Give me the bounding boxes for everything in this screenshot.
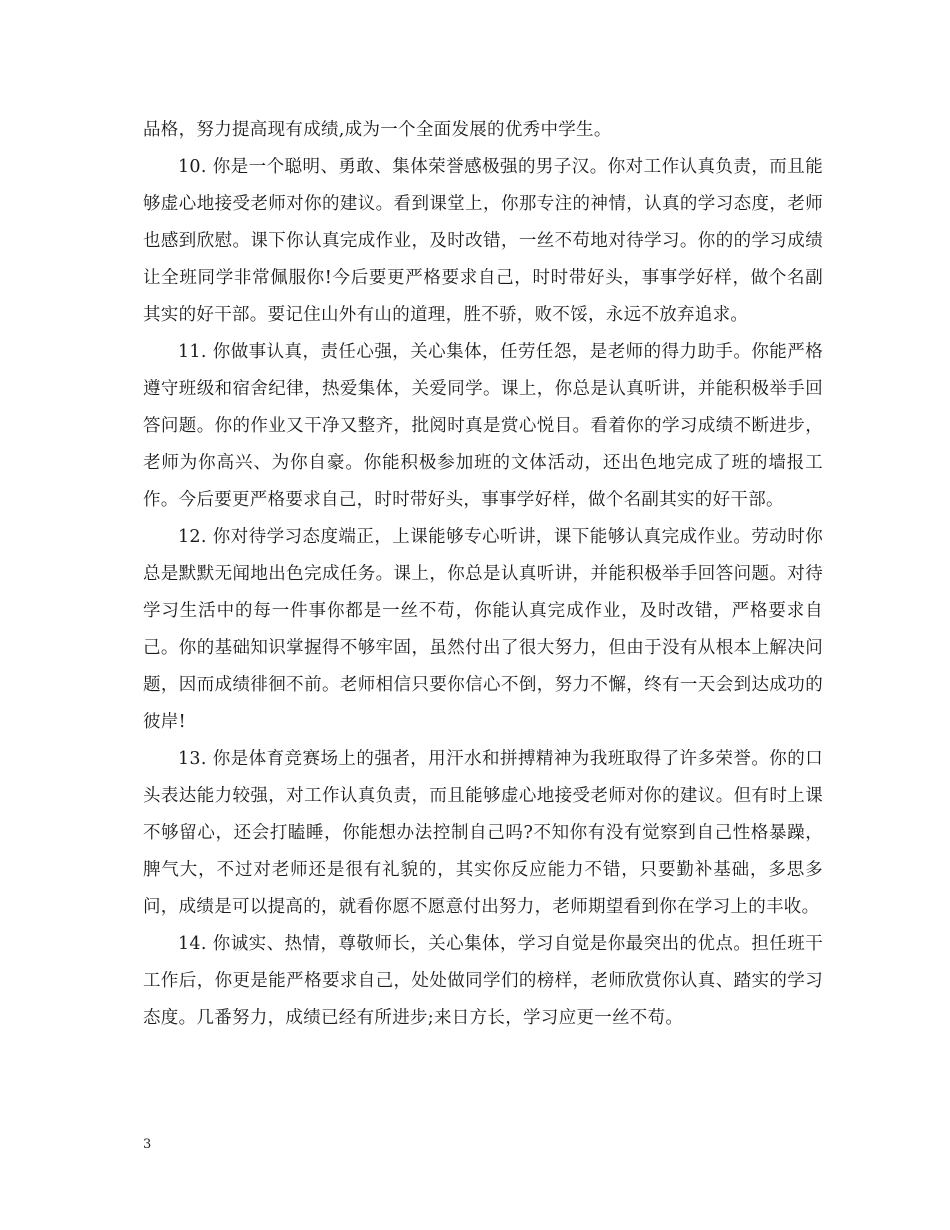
page-number: 3 [143, 1137, 152, 1152]
paragraph-continuation: 品格，努力提高现有成绩,成为一个全面发展的优秀中学生。 [143, 120, 612, 140]
paragraph-item-14: 14. 你诚实、热情，尊敬师长，关心集体，学习自觉是你最突出的优点。担任班干工作后，你更是能严格要求自己，处处做同学们的榜样，老师欣赏你认真、踏实的学习态度。几番努力，成绩已经有所进步;来日方长，学习应更一丝不苟。 [143, 934, 823, 1028]
paragraph-item-13: 13. 你是体育竞赛场上的强者，用汗水和拼搏精神为我班取得了许多荣誉。你的口头表达能力较强，对工作认真负责，而且能够虚心地接受老师对你的建议。但有时上课不够留心，还会打瞌睡，你能想办法控制自己吗?不知你有没有觉察到自己性格暴躁，脾气大，不过对老师还是很有礼貌的，其实你反应能力不错，只要勤补基础，多思多问，成绩是可以提高的，就看你愿不愿意付出努力，老师期望看到你在学习上的丰收。 [143, 749, 823, 917]
document-page [143, 112, 823, 1037]
paragraph-item-11: 11. 你做事认真，责任心强，关心集体，任劳任怨，是老师的得力助手。你能严格遵守班级和宿舍纪律，热爱集体，关爱同学。课上，你总是认真听讲，并能积极举手回答问题。你的作业又干净又整齐，批阅时真是赏心悦目。看着你的学习成绩不断进步，老师为你高兴、为你自豪。你能积极参加班的文体活动，还出色地完成了班的墙报工作。今后要更严格要求自己，时时带好头，事事学好样，做个名副其实的好干部。 [143, 342, 823, 510]
paragraph-item-12: 12. 你对待学习态度端正，上课能够专心听讲，课下能够认真完成作业。劳动时你总是默默无闻地出色完成任务。课上，你总是认真听讲，并能积极举手回答问题。对待学习生活中的每一件事你都是一丝不苟，你能认真完成作业，及时改错，严格要求自己。你的基础知识掌握得不够牢固，虽然付出了很大努力，但由于没有从根本上解决问题，因而成绩徘徊不前。老师相信只要你信心不倒，努力不懈，终有一天会到达成功的彼岸! [143, 527, 823, 732]
paragraph-item-10: 10. 你是一个聪明、勇敢、集体荣誉感极强的男子汉。你对工作认真负责，而且能够虚心地接受老师对你的建议。看到课堂上，你那专注的神情，认真的学习态度，老师也感到欣慰。课下你认真完成作业，及时改错，一丝不苟地对待学习。你的的学习成绩让全班同学非常佩服你!今后要更严格要求自己，时时带好头，事事学好样，做个名副其实的好干部。要记住山外有山的道理，胜不骄，败不馁，永远不放弃追求。 [143, 157, 823, 325]
